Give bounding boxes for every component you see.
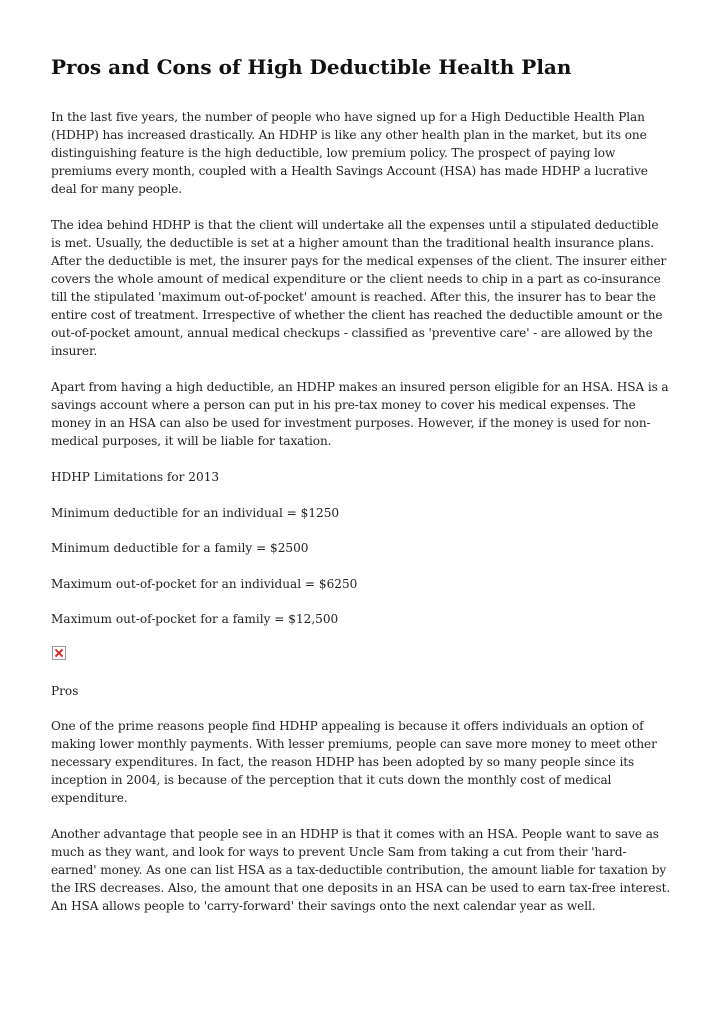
limitation-item: Minimum deductible for a family = $2500 [51, 541, 309, 555]
broken-image-icon [52, 646, 66, 660]
intro-paragraph-1: In the last five years, the number of people who have signed up for a High Deductible Health Plan (HDHP) has increased drastically. An HDHP is like any other health plan in the market, but its one distinguishing feature is the high deductible, low premium policy. The prospect of paying low premiums every month, coupled with a Health Savings Account (HSA) has made HDHP a lucrative deal for many people. [51, 110, 648, 196]
intro-paragraph-2: The idea behind HDHP is that the client will undertake all the expenses until a stipulated deductible is met. Usually, the deductible is set at a higher amount than the traditional health insurance plans. After the deductible is met, the insurer pays for the medical expenses of the client. The insurer either covers the whole amount of medical expenditure or the client needs to chip in a part as co-insurance till the stipulated 'maximum out-of-pocket' amount is reached. After this, the insurer has to bear the entire cost of treatment. Irrespective of whether the client has reached the deductible amount or the out-of-pocket amount, annual medical checkups - classified as 'preventive care' - are allowed by the insurer. [51, 218, 667, 358]
intro-paragraph-3: Apart from having a high deductible, an HDHP makes an insured person eligible for an HSA. HSA is a savings account where a person can put in his pre-tax money to cover his medical expenses. The money in an HSA can also be used for investment purposes. However, if the money is used for non-medical purposes, it will be liable for taxation. [51, 380, 669, 448]
page-title: Pros and Cons of High Deductible Health Plan [51, 55, 572, 79]
limitation-item: Maximum out-of-pocket for an individual = $6250 [51, 576, 358, 591]
document-page [51, 54, 671, 933]
pros-heading: Pros [51, 683, 79, 698]
limitations-heading: HDHP Limitations for 2013 [51, 470, 220, 484]
pros-paragraph-1: One of the prime reasons people find HDHP appealing is because it offers individuals an option of making lower monthly payments. With lesser premiums, people can save more money to meet other necessary expenditures. In fact, the reason HDHP has been adopted by so many people since its inception in 2004, is because of the perception that it cuts down the monthly cost of medical expenditure. [51, 719, 657, 805]
pros-paragraph-2: Another advantage that people see in an HDHP is that it comes with an HSA. People want to save as much as they want, and look for ways to prevent Uncle Sam from taking a cut from their 'hard-earned' money. As one can list HSA as a tax-deductible contribution, the amount liable for taxation by the IRS decreases. Also, the amount that one deposits in an HSA can be used to earn tax-free interest. An HSA allows people to 'carry-forward' their savings onto the next calendar year as well. [51, 827, 671, 913]
limitation-item: Maximum out-of-pocket for a family = $12,500 [51, 612, 339, 626]
limitation-item: Minimum deductible for an individual = $1250 [51, 505, 340, 520]
